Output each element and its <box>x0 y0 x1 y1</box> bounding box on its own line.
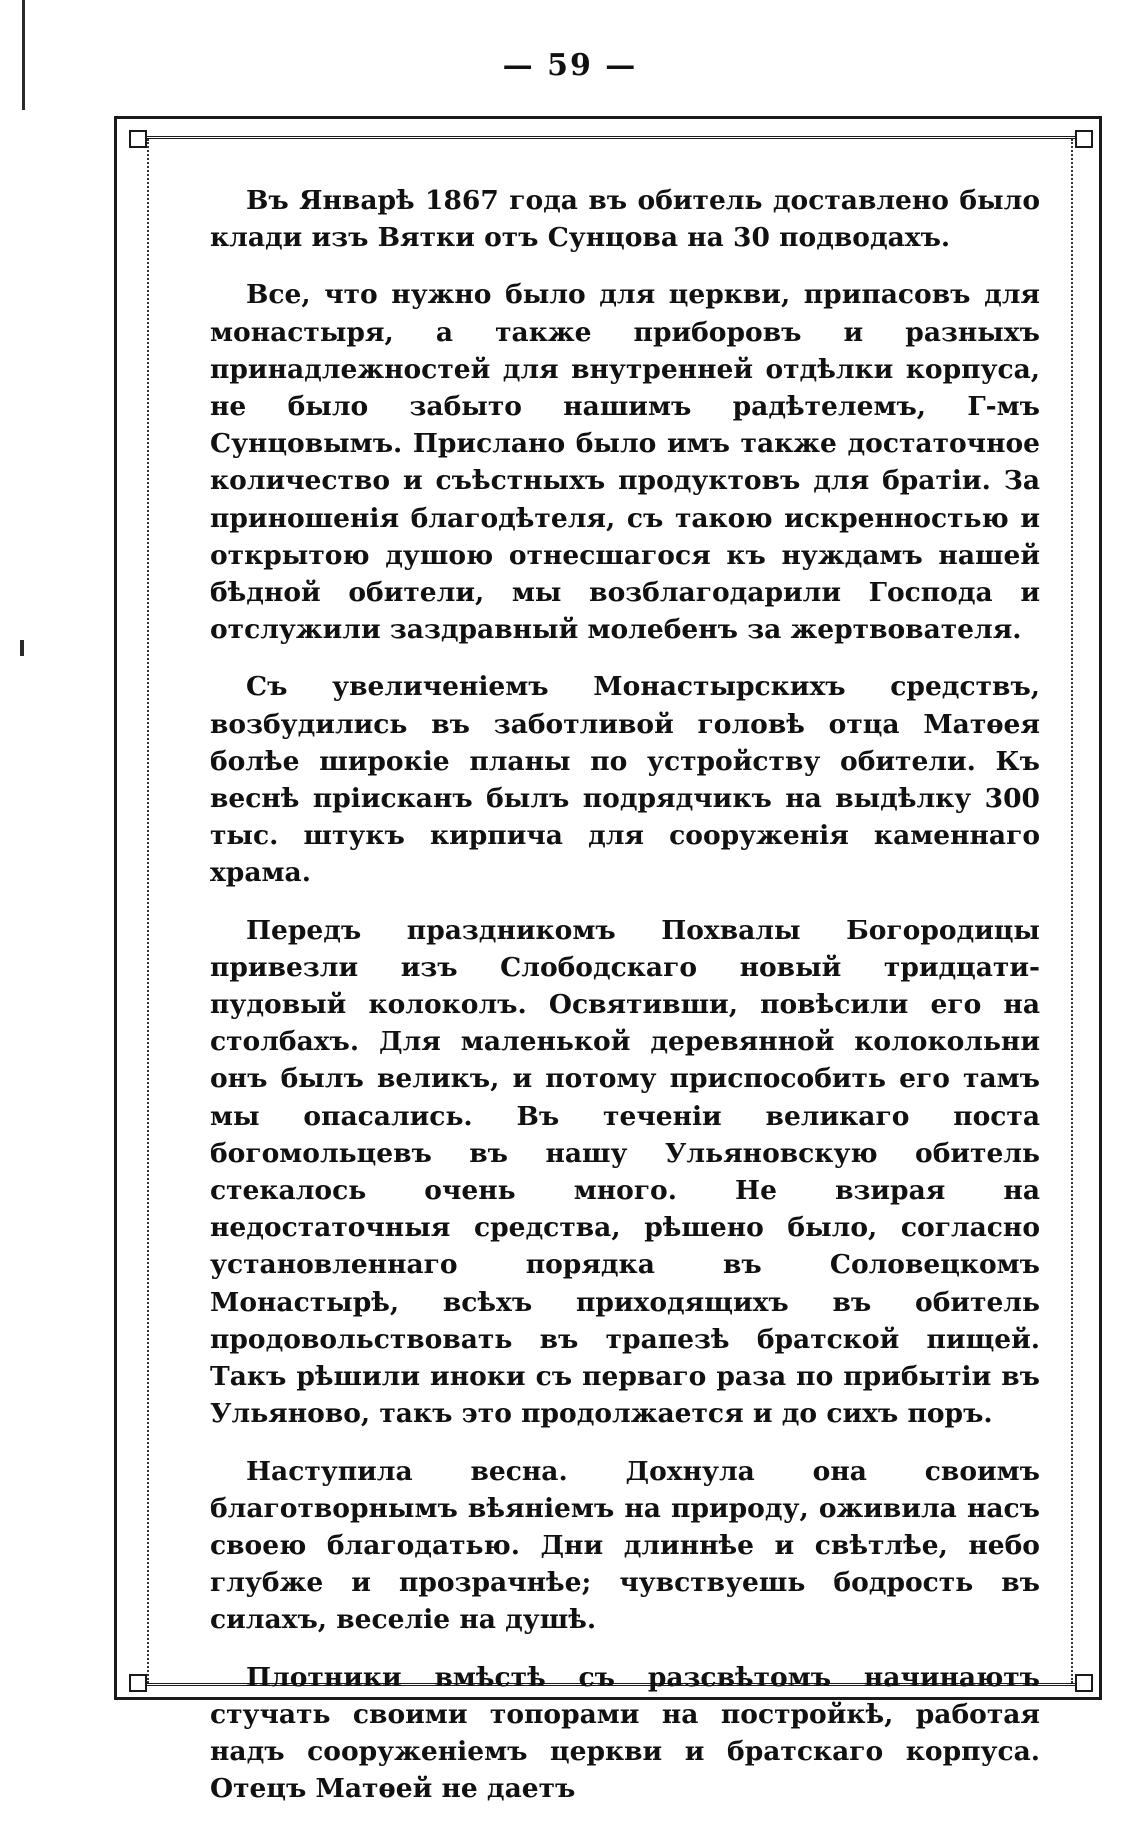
border-corner-ornament <box>129 130 147 148</box>
border-corner-ornament <box>1075 130 1093 148</box>
paragraph: Наступила весна. Дохнула она своимъ благотворнымъ вѣяніемъ на природу, оживила насъ своею благодатью. Дни длиннѣе и свѣтлѣе, небо глубже и прозрачнѣе; чувствуешь бодрость въ силахъ, веселіе на душѣ. <box>210 1455 1040 1636</box>
paragraph: Съ увеличеніемъ Монастырскихъ средствъ, возбудились въ заботливой головѣ отца Матѳея болѣе широкіе планы по устройству обители. Къ веснѣ пріисканъ былъ подрядчикъ на выдѣлку 300 тыс. штукъ кирпича для сооруженія каменнаго храма. <box>210 671 1040 889</box>
border-corner-ornament <box>1075 1674 1093 1692</box>
paragraph: Все, что нужно было для церкви, припасовъ для монастыря, а также приборовъ и разныхъ принадлежностей для внутренней отдѣлки корпуса, не было забыто нашимъ радѣтелемъ, Г-мъ Сунцовымъ. Прислано было имъ также достаточное количество и съѣстныхъ продуктовъ для братіи. За приношенія благодѣтеля, съ такою искренностью и открытою душою отнесшагося къ нуждамъ нашей бѣдной обители, мы возблагодарили Господа и отслужили заздравный молебенъ за жертвователя. <box>210 279 1040 646</box>
paragraph: Плотники вмѣстѣ съ разсвѣтомъ начинаютъ стучать своими топорами на постройкѣ, работая надъ сооруженіемъ церкви и братскаго корпуса. Отецъ Матѳей не даетъ <box>210 1661 1040 1805</box>
paragraph: Въ Январѣ 1867 года въ обитель доставлено было клади изъ Вятки отъ Сунцова на 30 подводахъ. <box>210 185 1040 254</box>
scan-edge-mark <box>20 640 24 656</box>
body-text <box>210 182 1040 1827</box>
paragraph: Передъ праздникомъ Похвалы Богородицы привезли изъ Слободскаго новый тридцати-пудовый колоколъ. Освятивши, повѣсили его на столбахъ. Для маленькой деревянной колокольни онъ былъ великъ, и потому приспособить его тамъ мы опасались. Въ теченіи великаго поста богомольцевъ въ нашу Ульяновскую обитель стекалось очень много. Не взирая на недостаточныя средства, рѣшено было, согласно установленнаго порядка въ Соловецкомъ Монастырѣ, всѣхъ приходящихъ въ обитель продовольствовать въ трапезѣ братской пищей. Такъ рѣшили иноки съ перваго раза по прибытіи въ Ульяново, такъ это продолжается и до сихъ поръ. <box>210 914 1040 1430</box>
border-corner-ornament <box>129 1674 147 1692</box>
page-number: — 59 — <box>502 48 638 83</box>
